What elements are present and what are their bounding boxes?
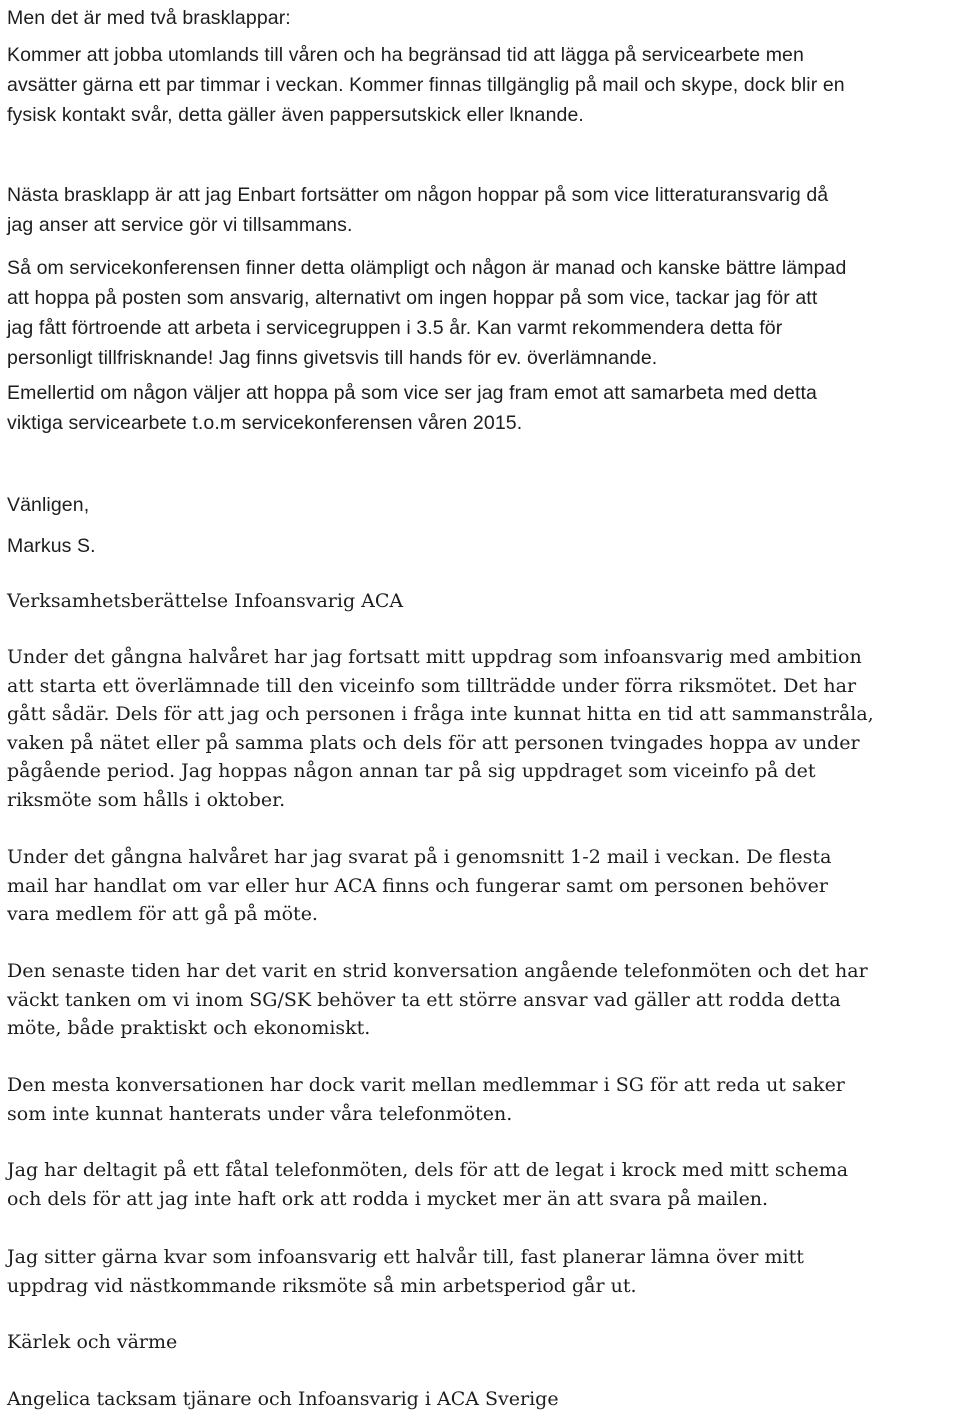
letter-paragraph-2: Nästa brasklapp är att jag Enbart fortsätter om någon hoppar på som vice litteraturansvarig då jag anser att service gör vi tillsammans. [7, 184, 829, 236]
report-paragraph-5: Jag har deltagit på ett fåtal telefonmöten, dels för att de legat i krock med mitt schema och dels för att jag inte haft ork att rodda i mycket mer än att svara på mailen. [7, 1159, 849, 1210]
report-closing: Kärlek och värme [7, 1331, 178, 1353]
letter-paragraph-4: Emellertid om någon väljer att hoppa på som vice ser jag fram emot att samarbeta med detta viktiga servicearbete t.o.m servicekonferensen våren 2015. [7, 382, 817, 434]
report-signature: Angelica tacksam tjänare och Infoansvarig i ACA Sverige [7, 1388, 559, 1410]
letter-intro: Men det är med två brasklappar: [7, 7, 291, 29]
letter-paragraph-3: Så om servicekonferensen finner detta olämpligt och någon är manad och kanske bättre lämpad att hoppa på posten som ansvarig, alternativt om ingen hoppar på som vice, tackar jag för att jag fått förtroende att arbeta i servicegruppen i 3.5 år. Kan varmt rekommendera detta för personligt tillfrisknande! Jag finns givetsvis till hands för ev. överlämnande. [7, 257, 847, 369]
report-title: Verksamhetsberättelse Infoansvarig ACA [7, 590, 404, 612]
report-paragraph-6: Jag sitter gärna kvar som infoansvarig ett halvår till, fast planerar lämna över mitt uppdrag vid nästkommande riksmöte så min arbetsperiod går ut. [7, 1246, 804, 1297]
report-paragraph-2: Under det gångna halvåret har jag svarat på i genomsnitt 1-2 mail i veckan. De flesta mail har handlat om var eller hur ACA finns och fungerar samt om personen behöver vara medlem för att gå på möte. [7, 846, 832, 926]
report-paragraph-4: Den mesta konversationen har dock varit mellan medlemmar i SG för att reda ut saker som inte kunnat hanterats under våra telefonmöten. [7, 1074, 845, 1125]
report-paragraph-3: Den senaste tiden har det varit en strid konversation angående telefonmöten och det har väckt tanken om vi inom SG/SK behöver ta ett större ansvar vad gäller att rodda detta möte, både praktiskt och ekonomiskt. [7, 960, 868, 1040]
letter-paragraph-1: Kommer att jobba utomlands till våren och ha begränsad tid att lägga på servicearbete men avsätter gärna ett par timmar i veckan. Kommer finnas tillgänglig på mail och skype, dock blir en fysisk kontakt svår, detta gäller även pappersutskick eller lknande. [7, 44, 845, 126]
report-paragraph-1: Under det gångna halvåret har jag fortsatt mitt uppdrag som infoansvarig med ambition att starta ett överlämnade till den viceinfo som tillträdde under förra riksmötet. Det har gått sådär. Dels för att jag och personen i fråga inte kunnat hitta en tid att sammanstråla, vaken på nätet eller på samma plats och dels för att personen tvingades hoppa av under pågående period. Jag hoppas någon annan tar på sig uppdraget som viceinfo på det riksmöte som hålls i oktober. [7, 646, 874, 811]
letter-signature: Markus S. [7, 535, 96, 557]
letter-closing: Vänligen, [7, 494, 90, 516]
